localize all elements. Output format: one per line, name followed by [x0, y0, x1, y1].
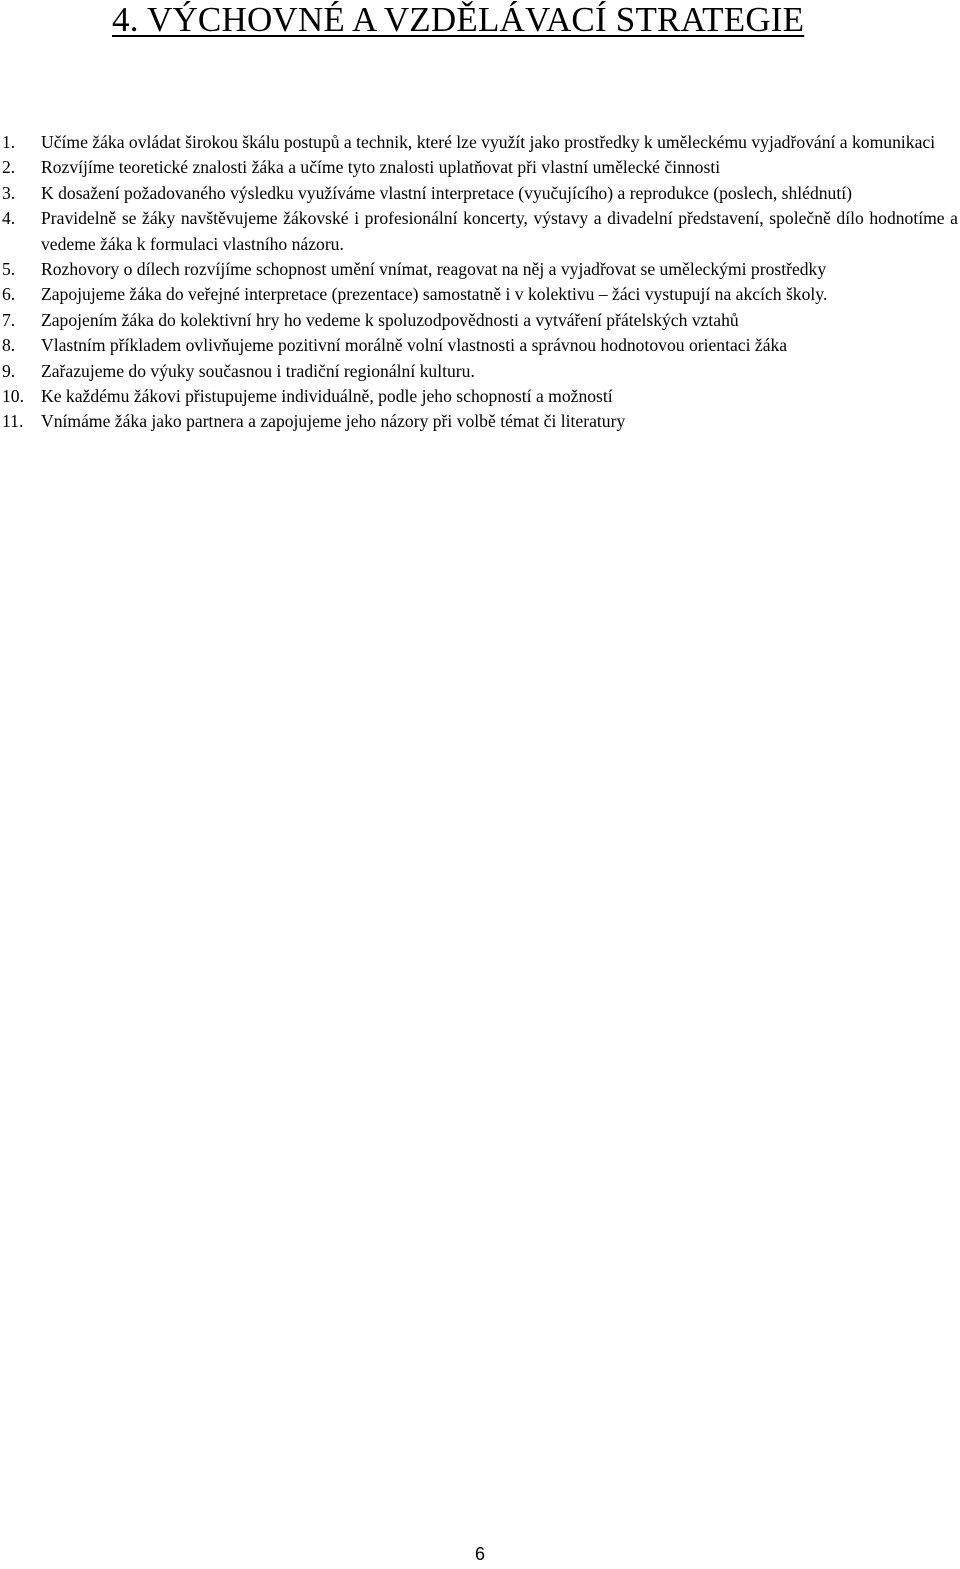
item-number: 5. [2, 259, 16, 280]
item-number: 10. [2, 386, 24, 407]
list-item-4 [0, 206, 960, 257]
item-text: Vnímáme žáka jako partnera a zapojujeme jeho názory při volbě témat či literatury [41, 411, 626, 432]
item-number: 4. [2, 208, 16, 229]
list-item-10 [0, 384, 960, 409]
item-number: 11. [2, 411, 24, 432]
page-number: 6 [474, 1544, 485, 1564]
item-number: 3. [2, 182, 16, 203]
item-text: Zařazujeme do výuky současnou i tradiční regionální kulturu. [41, 360, 475, 381]
item-number: 1. [2, 132, 16, 152]
item-text: Vlastním příkladem ovlivňujeme pozitivní morálně volní vlastnosti a správnou hodnotovou orientaci žáka [41, 335, 788, 356]
education-strategy-list [0, 130, 960, 435]
item-text: Rozhovory o dílech rozvíjíme schopnost umění vnímat, reagovat na něj a vyjadřovat se uměleckými prostředky [41, 259, 827, 280]
item-number: 9. [2, 360, 16, 381]
list-item-5 [0, 257, 960, 282]
item-number: 7. [2, 309, 16, 330]
item-number: 6. [2, 284, 16, 305]
list-item-1 [0, 130, 960, 155]
item-text: Učíme žáka ovládat širokou škálu postupů a technik, které lze využít jako prostředky k uměleckému vyjadřování a komunikaci [41, 132, 936, 152]
item-text: K dosažení požadovaného výsledku využíváme vlastní interpretace (vyučujícího) a reprodukce (poslech, shlédnutí) [41, 182, 852, 203]
list-item-6 [0, 282, 960, 307]
item-text: Rozvíjíme teoretické znalosti žáka a učíme tyto znalosti uplatňovat při vlastní umělecké činnosti [41, 157, 721, 178]
list-item-2 [0, 155, 960, 180]
section-heading: 4. VÝCHOVNÉ A VZDĚLÁVACÍ STRATEGIE [112, 0, 805, 39]
list-item-7 [0, 308, 960, 333]
list-item-9 [0, 359, 960, 384]
item-text: Zapojením žáka do kolektivní hry ho vedeme k spoluzodpovědnosti a vytváření přátelských vztahů [41, 309, 739, 330]
list-item-8 [0, 333, 960, 358]
item-text: Pravidelně se žáky navštěvujeme žákovské i profesionální koncerty, výstavy a divadelní představení, společně dílo hodnotíme a vedeme žáka k formulaci vlastního názoru. [41, 208, 958, 254]
item-number: 2. [2, 157, 16, 178]
list-item-3 [0, 181, 960, 206]
item-text: Zapojujeme žáka do veřejné interpretace (prezentace) samostatně i v kolektivu – žáci vystupují na akcích školy. [41, 284, 828, 305]
item-number: 8. [2, 335, 16, 356]
item-text: Ke každému žákovi přistupujeme individuálně, podle jeho schopností a možností [41, 386, 613, 407]
list-item-11 [0, 409, 960, 434]
